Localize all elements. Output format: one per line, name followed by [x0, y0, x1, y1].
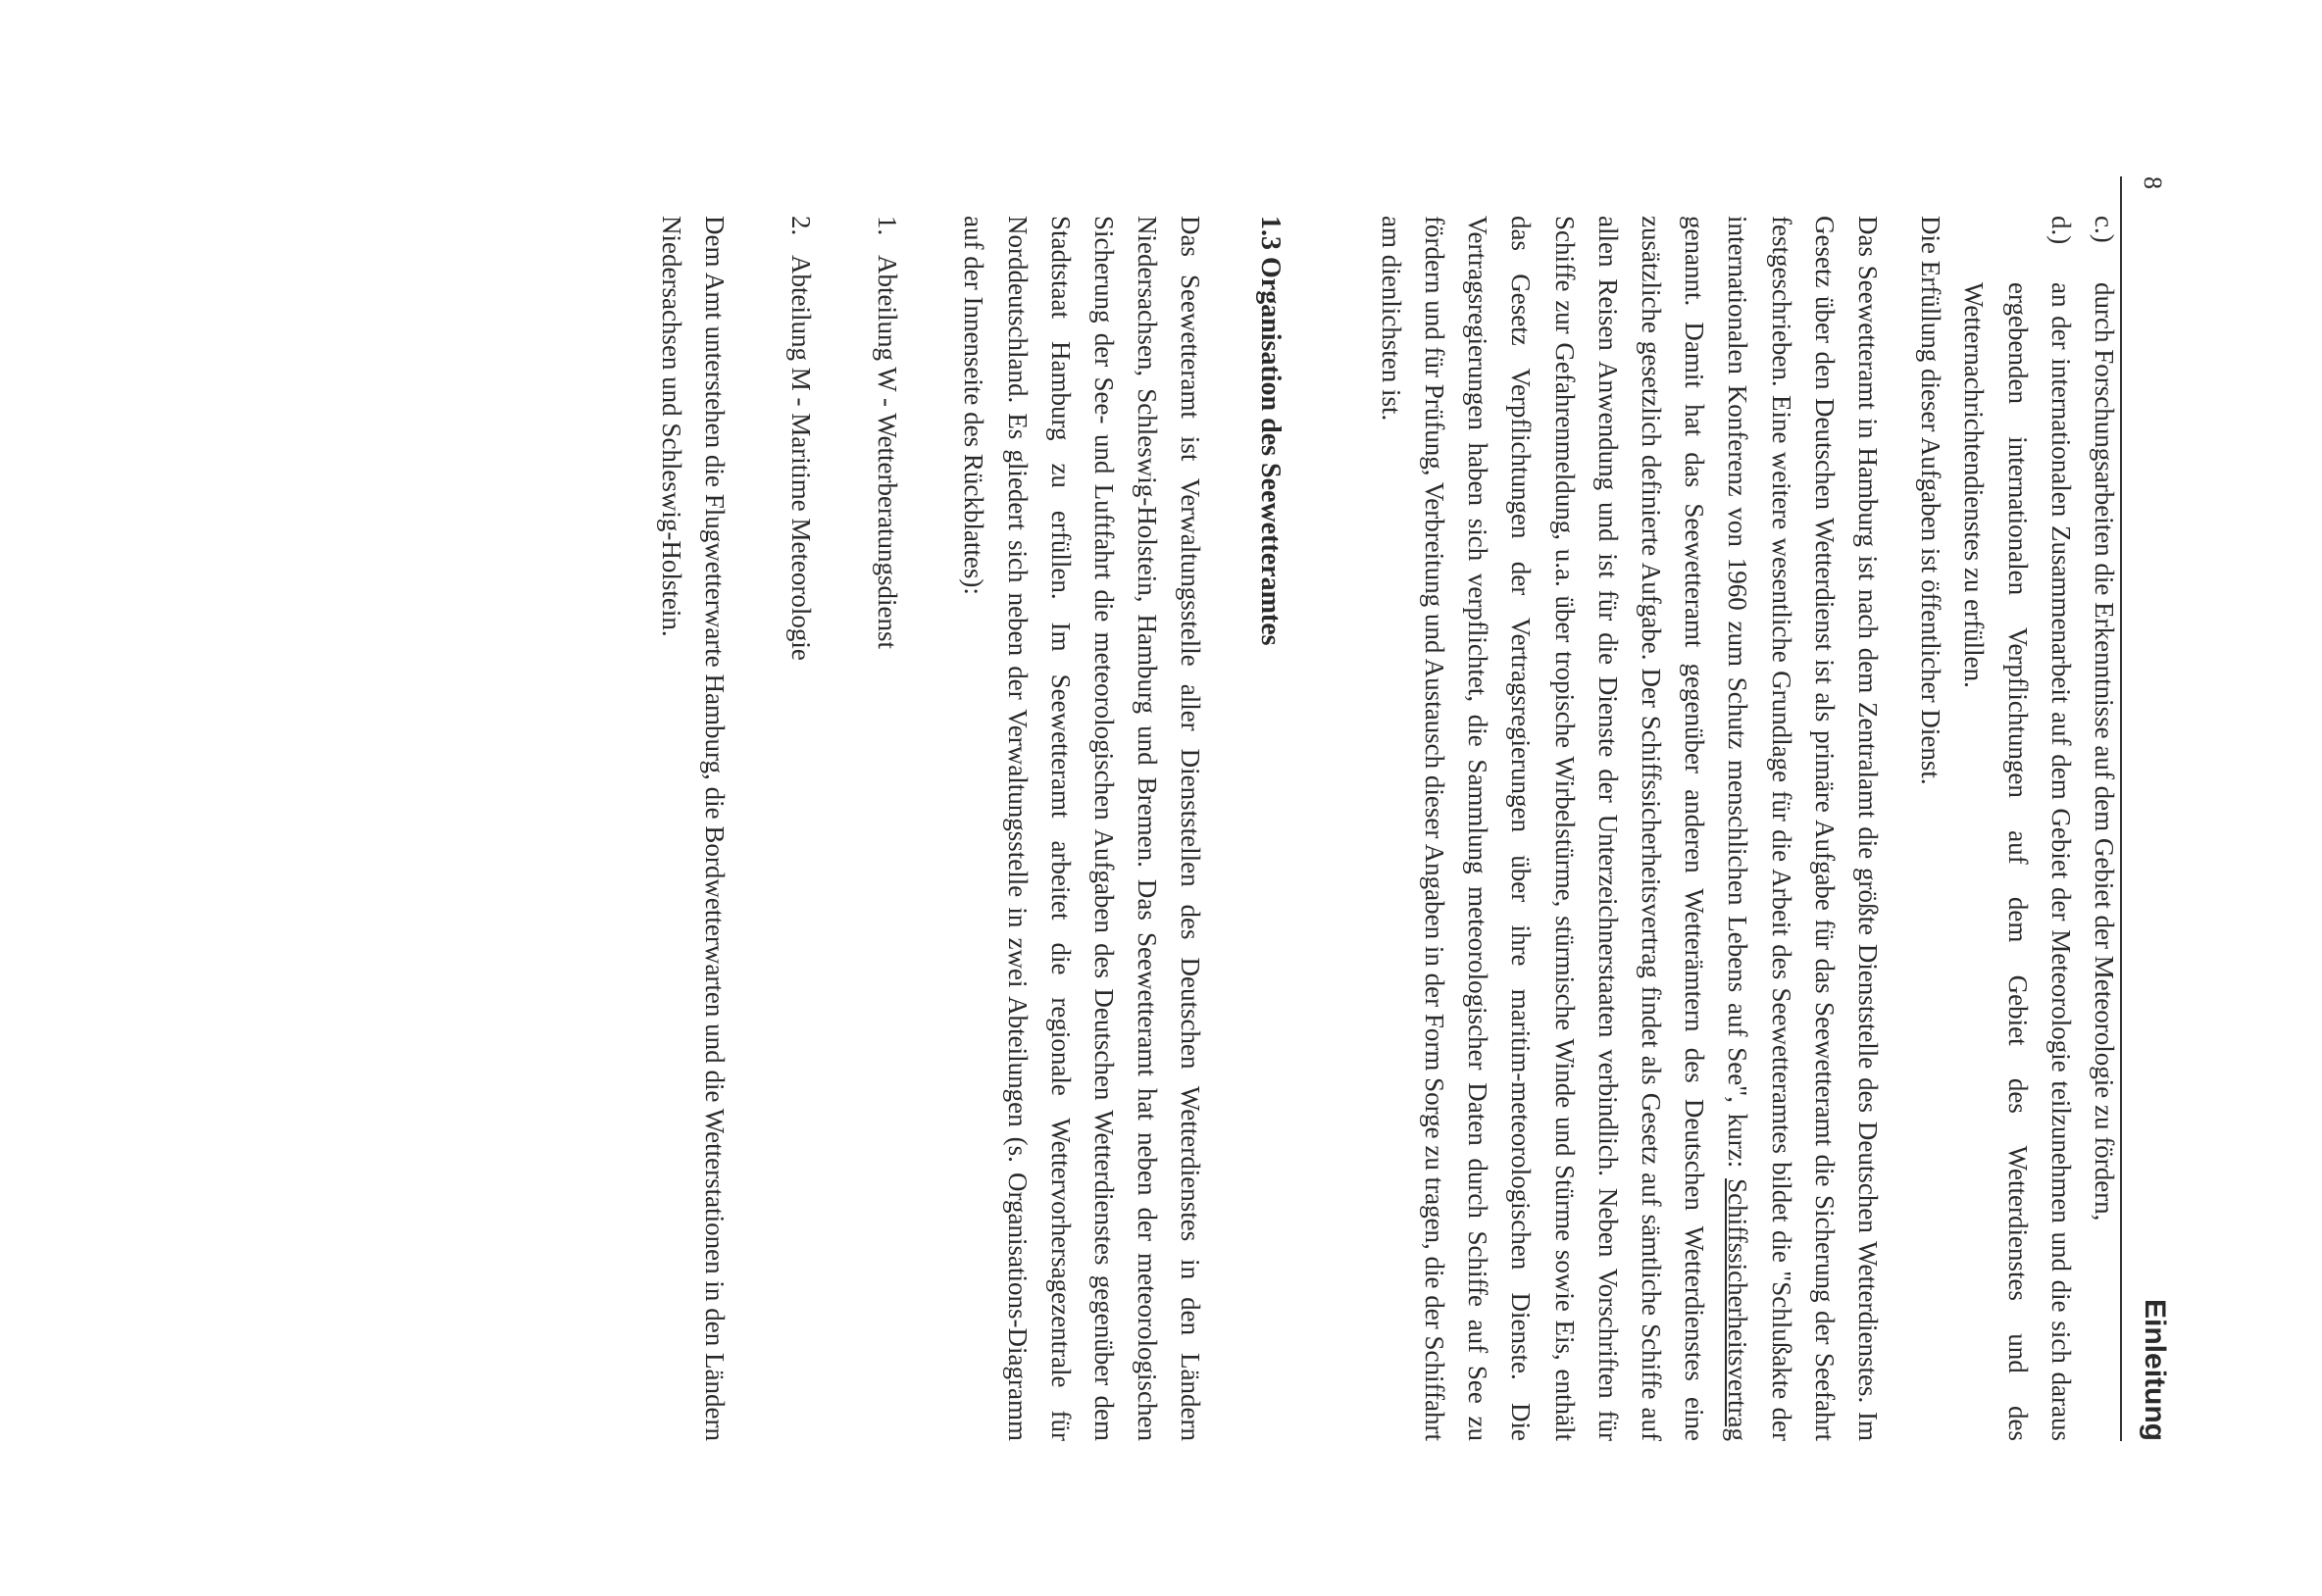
page-body: [649, 216, 2126, 1441]
department-item: [780, 216, 823, 1441]
department-text: Abteilung W - Wetterberatungsdienst: [873, 255, 903, 649]
paragraph-organisation: Das Seewetteramt ist Verwaltungsstelle aller Dienststellen des Deutschen Wetterdienstes in den Ländern Niedersachsen, Schleswig-Holstein, Hamburg und Bremen. Das Seewetteramt hat neben der meteorologischen Sicherung der See- und Luftfahrt die meteorologischen Aufgaben des Deutschen Wetterdienstes gegenüber dem Stadtstaat Hamburg zu erfüllen. Im Seewetteramt arbeitet die regionale Wettervorhersagezentrale für Norddeutschland. Es gliedert sich neben der Verwaltungsstelle in zwei Abteilungen (s. Organisations-Diagramm auf der Innenseite des Rückblattes):: [959, 216, 1206, 1441]
underlined-term: Schiffssicherheitsvertrag: [1723, 1178, 1753, 1441]
list-label: c.): [2090, 216, 2119, 243]
department-text: Abteilung M - Maritime Meteorologie: [785, 255, 816, 661]
department-number: 1.: [873, 216, 903, 236]
page-number: 8: [2139, 176, 2167, 189]
list-text: an der internationalen Zusammenarbeit auf dem Gebiet der Meteorologie teilzunehmen und die sich daraus ergebenden internationalen Verpflichtungen auf dem Gebiet des Wetterdienstes und des Wetternachrichtendienstes zu erfüllen.: [1959, 282, 2076, 1441]
department-item: [866, 216, 909, 1441]
department-number: 2.: [785, 216, 816, 236]
paragraph-hamburg-part2: genannt. Damit hat das Seewetteramt gegenüber anderen Wetterämtern des Deutschen Wetterdienstes eine zusätzliche gesetzlich definierte Aufgabe. Der Schiffssicherheitsvertrag findet als Gesetz auf sämtliche Schiffe auf allen Reisen Anwendung und ist für die Dienste der Unterzeichnerstaaten verbindlich. Neben Vorschriften für Schiffe zur Gefahrenmeldung, u.a. über tropische Wirbelstürme, stürmische Winde und Stürme sowie Eis, enthält das Gesetz Verpflichtungen der Vertragsregierungen über ihre maritim-meteorologischen Dienste. Die Vertragsregierungen haben sich verpflichtet, die Sammlung meteorologischer Daten durch Schiffe auf See zu fördern und für Prüfung, Verbreitung und Austausch dieser Angaben in der Form Sorge zu tragen, die der Schiffahrt am dienlichsten ist.: [1376, 216, 1710, 1441]
running-head: Einleitung: [2139, 1299, 2171, 1441]
public-service-sentence: Die Erfüllung dieser Aufgaben ist öffentlicher Dienst.: [1916, 216, 1946, 785]
section-heading: 1.3 Organisation des Seewetteramtes: [1254, 216, 1286, 646]
paragraph-final: Dem Amt unterstehen die Flugwetterwarte Hamburg, die Bordwetterwarten und die Wetterstationen in den Ländern Niedersachsen und Schleswig-Holstein.: [656, 216, 730, 1441]
list-item-d: [1952, 216, 2083, 1441]
paragraph-hamburg: [1370, 216, 1890, 1441]
list-label: d.): [2045, 216, 2076, 245]
paragraph-hamburg-part1: Das Seewetteramt in Hamburg ist nach dem Zentralamt die größte Dienststelle des Deutschen Wetterdienstes. Im Gesetz über den Deutschen Wetterdienst ist als primäre Aufgabe für das Seewetteramt die Sicherung der Seefahrt festgeschrieben. Eine weitere wesentliche Grundlage für die Arbeit des Seewetteramtes bildet die "Schlußakte der internationalen Konferenz von 1960 zum Schutz menschlichen Lebens auf See", kurz:: [1723, 216, 1883, 1441]
page-header: [2116, 176, 2185, 1441]
list-item-c: [2083, 216, 2126, 1441]
list-text: durch Forschungsarbeiten die Erkenntnisse auf dem Gebiet der Meteorologie zu fördern,: [2090, 282, 2119, 1222]
